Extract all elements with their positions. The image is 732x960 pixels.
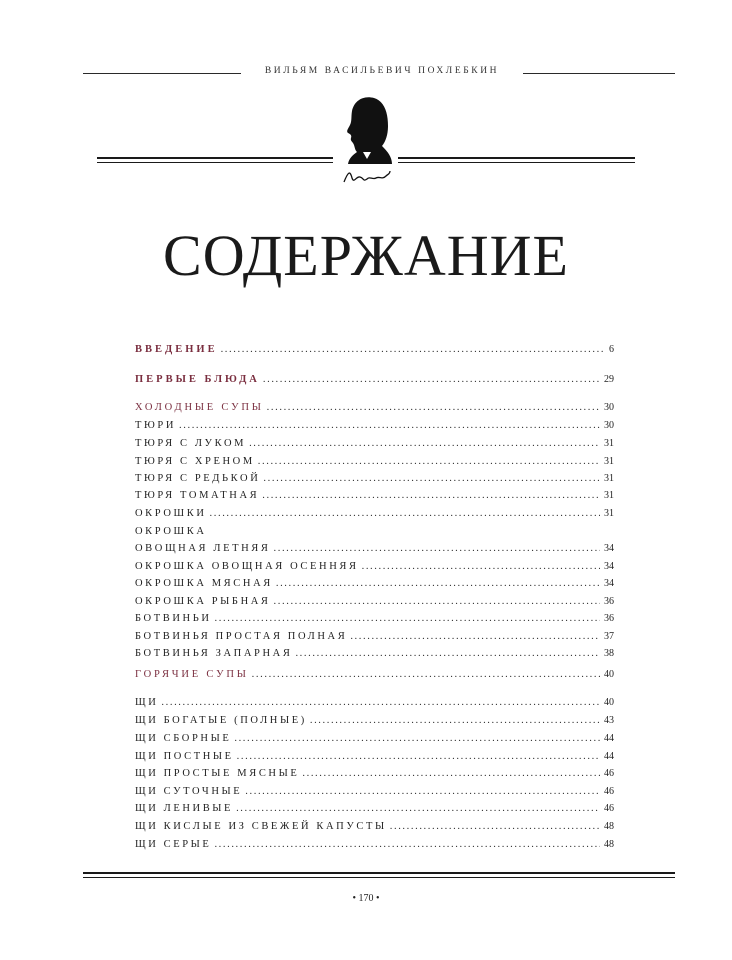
toc-leader-dots	[215, 613, 600, 624]
footer-rule	[83, 872, 675, 878]
toc-entry-label: ЩИ СБОРНЫЕ	[135, 733, 232, 744]
emblem-rule-left	[97, 157, 333, 163]
toc-leader-dots	[258, 456, 600, 467]
toc-entry-page: 30	[604, 402, 614, 413]
toc-leader-dots	[295, 648, 600, 659]
toc-entry-page: 36	[604, 613, 614, 624]
toc-entry-page: 44	[604, 751, 614, 762]
toc-entry-label: ЩИ ЛЕНИВЫЕ	[135, 803, 234, 814]
toc-entry	[135, 697, 614, 714]
toc-entry-page: 46	[604, 768, 614, 779]
toc-entry-label: ТЮРЯ С ЛУКОМ	[135, 438, 247, 449]
toc-entry-label: ВВЕДЕНИЕ	[135, 344, 218, 355]
toc-entry-page: 46	[604, 803, 614, 814]
toc-entry-label: БОТВИНЬИ	[135, 613, 212, 624]
toc-leader-dots	[302, 768, 600, 779]
toc-entry-label: ОКРОШКИ	[135, 508, 207, 519]
toc-entry-page: 48	[604, 821, 614, 832]
toc-leader-dots	[362, 561, 600, 572]
toc-entry	[135, 508, 614, 525]
toc-entry-label: ОКРОШКА РЫБНАЯ	[135, 596, 271, 607]
toc-entry-label: БОТВИНЬЯ ПРОСТАЯ ПОЛНАЯ	[135, 631, 348, 642]
toc-entry-label: ОКРОШКА МЯСНАЯ	[135, 578, 273, 589]
running-header-author: ВИЛЬЯМ ВАСИЛЬЕВИЧ ПОХЛЕБКИН	[264, 66, 500, 76]
toc-entry-page: 38	[604, 648, 614, 659]
toc-section	[135, 344, 614, 361]
toc-entry-label: ТЮРЯ С ХРЕНОМ	[135, 456, 255, 467]
toc-entry-page: 40	[604, 669, 614, 680]
toc-entry	[135, 751, 614, 768]
toc-entry	[135, 768, 614, 785]
toc-entry-page: 34	[604, 561, 614, 572]
toc-entry	[135, 733, 614, 750]
toc-entry	[135, 596, 614, 613]
toc-entry-page: 34	[604, 543, 614, 554]
toc-entry-page: 31	[604, 473, 614, 484]
toc-entry	[135, 648, 614, 665]
toc-entry-label: ЩИ ПОСТНЫЕ	[135, 751, 234, 762]
toc-entry-page: 48	[604, 839, 614, 850]
toc-leader-dots	[236, 803, 600, 814]
toc-leader-dots	[234, 733, 600, 744]
toc-entry-label: ЩИ БОГАТЫЕ (ПОЛНЫЕ)	[135, 715, 307, 726]
toc-entry-page: 31	[604, 456, 614, 467]
toc-entry	[135, 456, 614, 473]
toc-entry-page: 40	[604, 697, 614, 708]
toc-section	[135, 374, 614, 391]
toc-entry-page: 36	[604, 596, 614, 607]
toc-leader-dots	[263, 473, 600, 484]
toc-entry-page: 29	[604, 374, 614, 385]
toc-entry	[135, 613, 614, 630]
toc-entry-page: 37	[604, 631, 614, 642]
toc-entry-label: ЩИ	[135, 697, 159, 708]
page-number: • 170 •	[352, 893, 380, 904]
toc-entry	[135, 715, 614, 732]
toc-entry	[135, 803, 614, 820]
toc-entry-label: ОВОЩНАЯ ЛЕТНЯЯ	[135, 543, 271, 554]
toc-entry	[135, 578, 614, 595]
emblem-rule-right	[398, 157, 635, 163]
author-silhouette-icon	[330, 92, 402, 192]
toc-entry-label: БОТВИНЬЯ ЗАПАРНАЯ	[135, 648, 293, 659]
header-rule-right	[523, 73, 675, 74]
toc-entry-label: ОКРОШКА ОВОЩНАЯ ОСЕННЯЯ	[135, 561, 359, 572]
toc-leader-dots	[267, 402, 600, 413]
toc-entry-page: 31	[604, 508, 614, 519]
toc-entry-label: ЩИ СЕРЫЕ	[135, 839, 212, 850]
toc-entry-label: ГОРЯЧИЕ СУПЫ	[135, 669, 249, 680]
toc-entry-page: 46	[604, 786, 614, 797]
toc-entry-label: ЩИ СУТОЧНЫЕ	[135, 786, 243, 797]
toc-entry	[135, 631, 614, 648]
page-title: СОДЕРЖАНИЕ	[163, 223, 569, 288]
toc-entry	[135, 543, 614, 560]
toc-entry-page: 30	[604, 420, 614, 431]
toc-entry-label: ТЮРИ	[135, 420, 177, 431]
toc-entry-label: ТЮРЯ ТОМАТНАЯ	[135, 490, 260, 501]
toc-subsection	[135, 669, 614, 686]
toc-entry-page: 44	[604, 733, 614, 744]
toc-entry	[135, 821, 614, 838]
toc-entry-label: ХОЛОДНЫЕ СУПЫ	[135, 402, 264, 413]
toc-entry	[135, 526, 614, 543]
toc-leader-dots	[210, 508, 600, 519]
toc-leader-dots	[390, 821, 600, 832]
toc-entry	[135, 490, 614, 507]
toc-entry-page: 31	[604, 438, 614, 449]
toc-entry-page: 34	[604, 578, 614, 589]
toc-leader-dots	[245, 786, 600, 797]
toc-leader-dots	[249, 438, 600, 449]
toc-entry	[135, 473, 614, 490]
toc-leader-dots	[310, 715, 600, 726]
toc-entry	[135, 839, 614, 856]
toc-entry-label: ЩИ КИСЛЫЕ ИЗ СВЕЖЕЙ КАПУСТЫ	[135, 821, 387, 832]
toc-entry-label: ПЕРВЫЕ БЛЮДА	[135, 374, 260, 385]
toc-leader-dots	[214, 839, 600, 850]
toc-entry-page: 43	[604, 715, 614, 726]
toc-entry	[135, 420, 614, 437]
toc-leader-dots	[179, 420, 600, 431]
toc-entry-page: 6	[609, 344, 614, 355]
signature: В.Похлебкин	[366, 190, 372, 191]
toc-entry-label: ОКРОШКА	[135, 526, 207, 537]
toc-leader-dots	[221, 344, 605, 355]
toc-entry	[135, 786, 614, 803]
toc-entry-label: ТЮРЯ С РЕДЬКОЙ	[135, 473, 261, 484]
toc-leader-dots	[263, 374, 600, 385]
toc-entry	[135, 561, 614, 578]
toc-leader-dots	[161, 697, 600, 708]
toc-entry	[135, 438, 614, 455]
toc-leader-dots	[252, 669, 600, 680]
toc-entry-page: 31	[604, 490, 614, 501]
toc-leader-dots	[350, 631, 600, 642]
toc-entry-label: ЩИ ПРОСТЫЕ МЯСНЫЕ	[135, 768, 300, 779]
toc-leader-dots	[274, 596, 600, 607]
toc-leader-dots	[274, 543, 601, 554]
toc-leader-dots	[276, 578, 600, 589]
toc-leader-dots	[262, 490, 600, 501]
toc-leader-dots	[237, 751, 600, 762]
header-rule-left	[83, 73, 241, 74]
toc-subsection	[135, 402, 614, 419]
